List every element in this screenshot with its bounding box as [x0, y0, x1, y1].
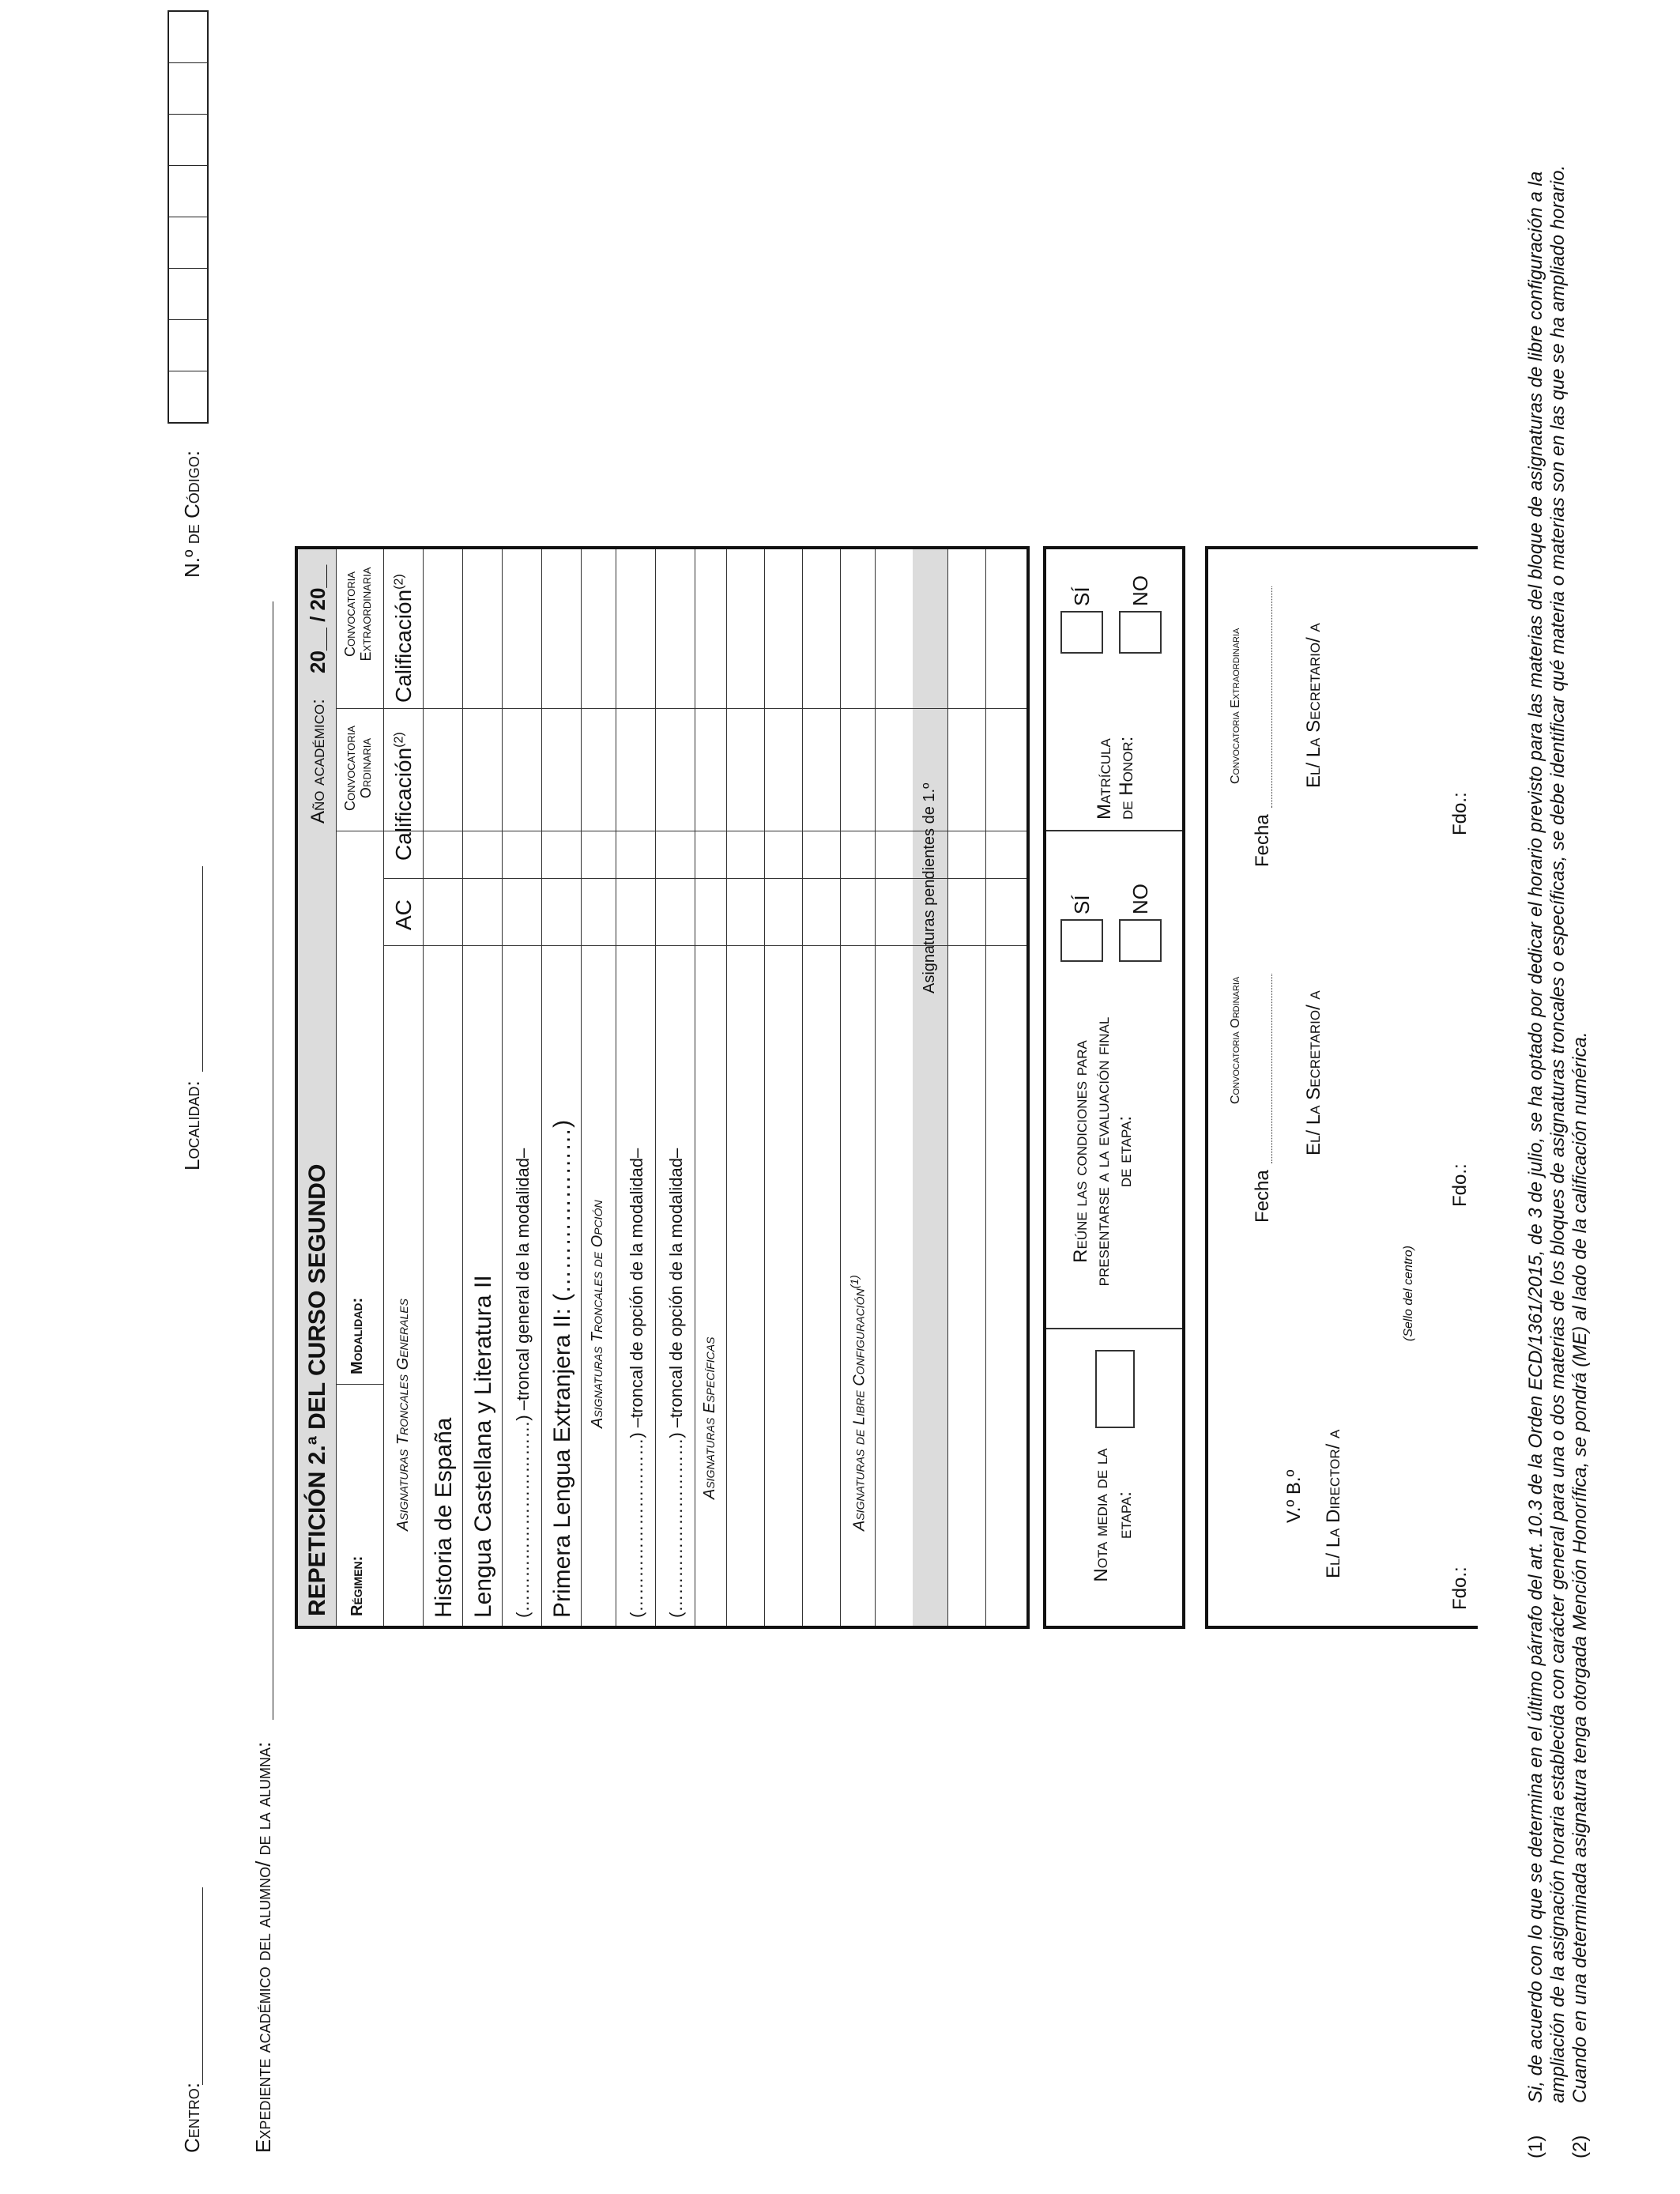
table-row[interactable] — [985, 549, 1026, 1626]
codigo-label: N.º de Código: — [180, 450, 204, 578]
table-row[interactable] — [802, 549, 841, 1626]
section-troncales-generales — [383, 549, 424, 1626]
section-especificas — [695, 549, 727, 1626]
summary-divider — [1046, 830, 1182, 831]
reune-label: Reúne las condiciones para presentarse a la evaluación final de etapa: — [1070, 1016, 1136, 1287]
table-header-row — [336, 549, 384, 1626]
fecha-extraordinaria-label: Fecha — [1252, 814, 1273, 867]
nota-media-label: Nota media de la etapa: — [1090, 1448, 1136, 1582]
fdo-secretario-ordinaria[interactable]: Fdo.: — [1449, 1163, 1471, 1207]
anio-label: Año académico: — [307, 699, 329, 824]
reune-no-checkbox[interactable] — [1119, 919, 1162, 962]
section-label: Asignaturas Troncales de Opción — [589, 1200, 606, 1428]
modalidad-label: Modalidad: — [348, 1297, 366, 1374]
table-row[interactable] — [764, 549, 803, 1626]
codigo-box[interactable] — [169, 12, 207, 63]
reune-si-label: SÍ — [1070, 895, 1094, 914]
fdo-director[interactable]: Fdo.: — [1449, 1566, 1471, 1610]
nota-media-input[interactable] — [1095, 1350, 1135, 1428]
footnote — [1525, 104, 1569, 2158]
reune-si-checkbox[interactable] — [1060, 919, 1103, 962]
anio-value[interactable]: 20__ / 20__ — [306, 564, 330, 673]
section-label: Asignaturas Troncales Generales — [394, 1299, 412, 1531]
footnote — [1569, 104, 1591, 2158]
expediente-label: Expediente académico del alumno/ de la alumna: — [251, 1741, 275, 2153]
summary-box — [1043, 546, 1185, 1629]
matricula-label: Matrícula de Honor: — [1094, 736, 1137, 820]
pendientes-row — [913, 549, 948, 1626]
matricula-si-checkbox[interactable] — [1060, 611, 1103, 654]
table-row[interactable] — [616, 549, 656, 1626]
row-label: Primera Lengua Extranjera II: (…………………) — [549, 1119, 575, 1618]
matricula-si-label: SÍ — [1070, 586, 1094, 606]
footnotes — [1525, 104, 1591, 2158]
table-row[interactable] — [726, 549, 765, 1626]
col-divider — [383, 878, 1026, 879]
codigo-box[interactable] — [169, 166, 207, 217]
conv-ordinaria-header: Convocatoria Ordinaria — [342, 726, 374, 811]
table-title: REPETICIÓN 2.ª DEL CURSO SEGUNDO — [304, 1163, 330, 1616]
fecha-ordinaria-label: Fecha — [1252, 1170, 1273, 1223]
table-row[interactable] — [875, 549, 913, 1626]
matricula-no-checkbox[interactable] — [1119, 611, 1162, 654]
codigo-box[interactable] — [169, 269, 207, 320]
table-row[interactable] — [655, 549, 695, 1626]
calificacion-extraordinaria-label: Calificación$^{(2)}$ — [391, 574, 416, 703]
row-label: (…………………………) –troncal de opción de la modalidad– — [627, 1148, 646, 1618]
localidad-label: Localidad: — [180, 1080, 204, 1171]
matricula-no-label: NO — [1128, 575, 1152, 606]
row-label: (…………………………) –troncal de opción de la modalidad– — [666, 1148, 686, 1618]
fecha-extraordinaria-line[interactable] — [1271, 586, 1272, 808]
summary-divider — [1046, 1328, 1182, 1329]
codigo-box[interactable] — [169, 115, 207, 166]
reune-no-label: NO — [1128, 884, 1152, 914]
row-label: (……………………………) –troncal general de la modalidad– — [513, 1148, 533, 1618]
section-label: Asignaturas Específicas — [701, 1336, 718, 1499]
codigo-boxes[interactable] — [168, 10, 209, 424]
table-row[interactable] — [462, 549, 503, 1626]
footnote-number: (2) — [1569, 2135, 1591, 2158]
footnote-number: (1) — [1525, 2135, 1546, 2158]
table-row[interactable] — [502, 549, 542, 1626]
grades-table — [295, 546, 1030, 1629]
row-label: Lengua Castellana y Literatura II — [470, 1275, 496, 1618]
localidad-line[interactable] — [202, 866, 203, 1072]
vb-label: V.º B.º — [1283, 1469, 1305, 1523]
col-divider — [336, 708, 1026, 709]
calificacion-ordinaria-label: Calificación$^{(2)}$ — [391, 732, 416, 861]
table-row[interactable] — [541, 549, 582, 1626]
table-row[interactable] — [423, 549, 463, 1626]
fdo-secretario-extraordinaria[interactable]: Fdo.: — [1449, 792, 1471, 835]
codigo-box[interactable] — [169, 320, 207, 371]
pendientes-label: Asignaturas pendientes de 1.º — [921, 782, 938, 993]
sello-label: (Sello del centro) — [1402, 1246, 1415, 1341]
regimen-label: Régimen: — [348, 1555, 366, 1616]
director-label: El/ La Director/ a — [1323, 1429, 1344, 1578]
codigo-box[interactable] — [169, 371, 207, 422]
col-divider — [336, 1384, 383, 1385]
col-divider — [383, 945, 1026, 946]
section-label: Asignaturas de Libre Configuración$^{(1)}$ — [848, 1275, 868, 1531]
footnote-text: Cuando en una determinada asignatura tenga otorgada Mención Honorífica, se pondrá (ME) al lado de la calificación numérica. — [1569, 1031, 1591, 2103]
table-title-row — [298, 549, 337, 1626]
codigo-box[interactable] — [169, 217, 207, 269]
conv-ordinaria-sign: Convocatoria Ordinaria — [1229, 976, 1242, 1104]
section-troncales-opcion — [581, 549, 616, 1626]
codigo-box[interactable] — [169, 63, 207, 115]
centro-line[interactable] — [202, 1887, 203, 2085]
footnote-text: Si, de acuerdo con lo que se determina en el último párrafo del art. 10.3 de la Orden ECD/1361/2015, de 3 de julio, se ha optado por dedicar el horario previsto para las materias del bloque de asignaturas de libre configuración a la ampliación de la asignación horaria establecida con carácter general para una o dos materias de los bloques de asignaturas troncales o específicas, se debe identificar qué materia o materias son en las que se ha ampliado horario. — [1525, 164, 1569, 2103]
secretario-ordinaria-label: El/ La Secretario/ a — [1303, 990, 1324, 1155]
ac-label: AC — [391, 899, 416, 930]
table-row[interactable] — [947, 549, 986, 1626]
row-label: Historia de España — [431, 1417, 457, 1618]
signatures-box — [1205, 546, 1478, 1629]
fecha-ordinaria-line[interactable] — [1271, 974, 1272, 1163]
section-libre — [840, 549, 876, 1626]
secretario-extraordinaria-label: El/ La Secretario/ a — [1303, 623, 1324, 788]
conv-extraordinaria-header: Convocatoria Extraordinaria — [342, 567, 374, 662]
conv-extraordinaria-sign: Convocatoria Extraordinaria — [1229, 628, 1242, 784]
centro-label: Centro: — [180, 2083, 204, 2153]
